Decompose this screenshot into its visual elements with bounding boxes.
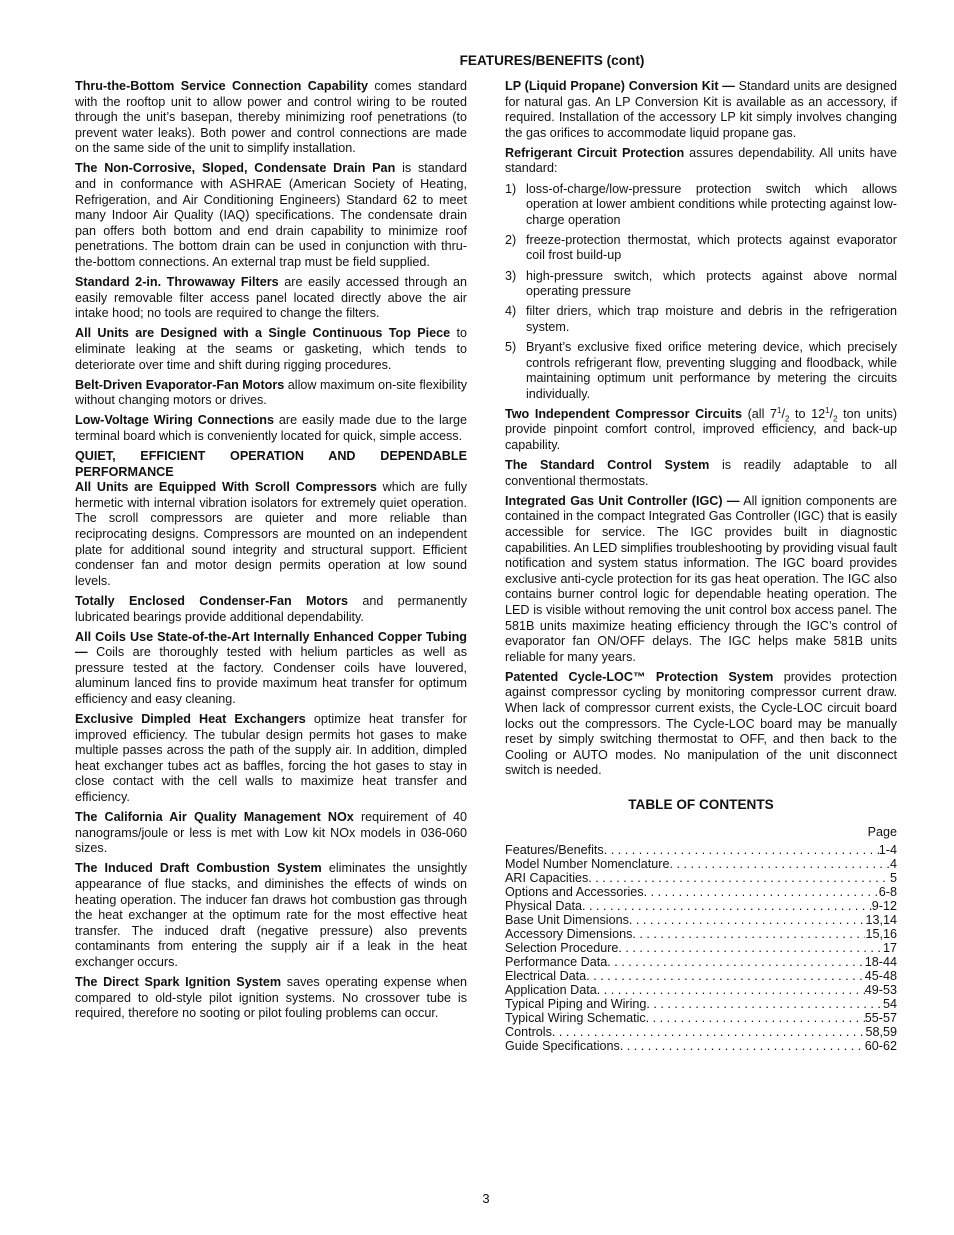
toc-leader-dots	[629, 913, 866, 927]
list-item	[505, 233, 897, 264]
paragraph-body: and permanently lubricated bearings provide additional dependability.	[75, 593, 467, 624]
right-column	[505, 79, 897, 1053]
paragraph-body: optimize heat transfer for improved efficiency. The tubular design permits hot gases to make multiple passes across the path of the supply air. In addition, dimpled heat exchanger tubes act as baffles, forcing the hot gases to stay in close contact with the cell walls to maximize heat transfer and efficiency.	[75, 712, 468, 805]
fraction-denominator: 2	[784, 414, 790, 424]
paragraph-lead: The Non-Corrosive, Sloped, Condensate Drain Pan	[75, 161, 396, 176]
toc-leader-dots	[588, 871, 890, 885]
paragraph-body: provides protection against compressor cycling by monitoring compressor current draw. When lack of compressor current exists, the Cycle-LOC circuit board locks out the compressors. The Cycle-LOC board may be manually reset by simply switching thermostat to OFF, and then back to the Cooling or AUTO modes. No manipulation of the unit disconnect switch is needed.	[505, 669, 897, 778]
toc-entry-page: 60-62	[864, 1039, 897, 1054]
list-item	[505, 304, 897, 335]
paragraph-lead: All Coils Use State-of-the-Art Internally Enhanced Copper Tubing —	[75, 629, 467, 660]
toc-page-header: Page	[867, 824, 897, 839]
toc-entry-page: 4	[889, 857, 897, 872]
paragraph-lead: Low-Voltage Wiring Connections	[75, 413, 274, 428]
paragraph-body: are easily accessed through an easily removable filter access panel located directly above the air intake hood; no tools are required to change the filters.	[75, 275, 467, 321]
toc-leader-dots	[670, 857, 890, 871]
paragraph-lead: The Standard Control System	[505, 458, 710, 473]
toc-entry-title: Controls	[505, 1025, 552, 1040]
toc-leader-dots	[582, 899, 872, 913]
paragraph-scroll-compressors	[75, 480, 467, 589]
toc-entry	[505, 983, 897, 997]
paragraph-lead: LP (Liquid Propane) Conversion Kit —	[505, 79, 735, 93]
list-text: Bryant’s exclusive fixed orifice metering device, which precisely controls refrigerant flow, preventing slugging and floodback, while maintaining optimum unit performance by metering the circuits individually.	[526, 339, 897, 401]
toc-entry-title: Performance Data	[505, 955, 608, 970]
page-number: 3	[482, 1191, 490, 1206]
paragraph-lead: Standard 2-in. Throwaway Filters	[75, 275, 279, 290]
toc-entry	[505, 885, 897, 899]
paragraph-body: are easily made due to the large terminal board which is conveniently located for quick, simple access.	[75, 413, 468, 443]
toc-entry-page: 1-4	[878, 843, 897, 858]
paragraph-condenser-fan	[75, 594, 467, 625]
toc-entry	[505, 857, 897, 871]
paragraph-lead: Belt-Driven Evaporator-Fan Motors	[75, 377, 285, 392]
toc-entry-page: 58,59	[865, 1025, 897, 1040]
paragraph-body: comes standard with the rooftop unit to allow power and control wiring to be routed through the unit’s basepan, thereby minimizing roof penetrations (to prevent water leaks). Both power and control connections are made on the same side of the unit to simplify installation.	[75, 79, 467, 156]
list-text: loss-of-charge/low-pressure protection switch which allows operation at lower ambient conditions while protecting against low-charge operation	[526, 181, 897, 227]
toc-entry-page: 45-48	[864, 969, 897, 984]
toc-leader-dots	[620, 1039, 865, 1053]
toc-leader-dots	[604, 843, 879, 857]
toc-entry-page: 15,16	[865, 927, 897, 942]
paragraph-body: to 12	[789, 406, 826, 421]
toc-entry	[505, 941, 897, 955]
list-item	[505, 340, 897, 402]
paragraph-control-system	[505, 458, 897, 489]
paragraph-refrigerant-protection	[505, 146, 897, 177]
toc-entry-title: Physical Data	[505, 899, 582, 914]
toc-entry-title: Typical Piping and Wiring	[505, 997, 647, 1012]
paragraph-lead: Refrigerant Circuit Protection	[505, 145, 685, 160]
toc-entry-page: 9-12	[871, 899, 897, 914]
fraction-denominator: 2	[833, 414, 838, 424]
paragraph-compressor-circuits: Two Independent Compressor Circuits (all $7^1/_2$ to $12^1/_2$ ton units) provide pinpoint comfort control, improved efficiency, and back-up capability.	[505, 405, 898, 452]
toc-entry	[505, 927, 897, 941]
list-item	[505, 269, 897, 300]
paragraph-lead: The Direct Spark Ignition System	[75, 975, 282, 990]
paragraph-body: allow maximum on-site flexibility without changing motors or drives.	[75, 377, 467, 408]
paragraph-lead: The California Air Quality Management NOx	[75, 810, 354, 825]
paragraph-body: which are fully hermetic with internal vibration isolators for extremely quiet operation. The scroll compressors are quieter and more reliable than reciprocating designs. Compressors are mounted on an independent plate for additional sound integrity and structural support. Efficient condenser fan and motor design permits operation at low sound levels.	[75, 480, 467, 588]
paragraph-lead: All Units are Designed with a Single Continuous Top Piece	[75, 326, 451, 341]
toc-entry	[505, 913, 897, 927]
list-number: 2)	[505, 232, 517, 247]
paragraph-spark-ignition	[75, 975, 467, 1022]
toc-entry-title: Options and Accessories	[505, 885, 644, 900]
toc-entry	[505, 997, 897, 1011]
toc-entry	[505, 1025, 897, 1039]
toc-entry-title: Accessory Dimensions	[505, 927, 633, 942]
paragraph-lead: Thru-the-Bottom Service Connection Capability	[75, 79, 368, 93]
toc-leader-dots	[646, 1011, 865, 1025]
toc-title: TABLE OF CONTENTS	[628, 796, 774, 812]
toc-entry-title: Guide Specifications	[505, 1039, 620, 1054]
paragraph-nox	[75, 810, 467, 857]
toc-entry-title: Model Number Nomenclature	[505, 857, 670, 872]
paragraph-lead: All Units are Equipped With Scroll Compressors	[75, 480, 377, 495]
paragraph-body: is readily adaptable to all conventional thermostats.	[505, 458, 897, 488]
toc-leader-dots	[597, 983, 865, 997]
toc-entry-title: Base Unit Dimensions	[505, 913, 629, 928]
paragraph-lead: Integrated Gas Unit Controller (IGC) —	[505, 493, 740, 508]
toc-leader-dots	[586, 969, 865, 983]
paragraph-drain-pan	[75, 161, 467, 270]
paragraph-thru-bottom	[75, 79, 467, 157]
paragraph-body: Standard units are designed for natural gas. An LP Conversion Kit is available as an accessory, if required. Installation of the accessory LP kit simply involves changing the gas orifices to accommodate liquid propane gas.	[505, 79, 897, 140]
paragraph-fan-motors	[75, 378, 467, 409]
toc-entry	[505, 955, 897, 969]
protection-list	[505, 182, 897, 403]
toc-entry-page: 49-53	[864, 983, 897, 998]
toc-entry-title: Features/Benefits	[505, 843, 604, 858]
list-item	[505, 182, 897, 229]
list-number: 1)	[505, 181, 517, 196]
paragraph-filters	[75, 275, 467, 322]
toc-entry-page: 17	[882, 941, 897, 956]
toc-entry-title: Selection Procedure	[505, 941, 619, 956]
paragraph-lead: Exclusive Dimpled Heat Exchangers	[75, 712, 306, 727]
section-subheading: QUIET, EFFICIENT OPERATION AND DEPENDABLE PERFORMANCE	[75, 449, 467, 479]
toc-leader-dots	[644, 885, 879, 899]
paragraph-body: saves operating expense when compared to old-style pilot ignition systems. No crossover tube is required, therefore no sooting or pilot fouling problems can occur.	[75, 975, 467, 1021]
paragraph-igc	[505, 494, 897, 666]
list-text: freeze-protection thermostat, which protects against evaporator coil frost build-up	[526, 232, 897, 263]
toc-entry-page: 18-44	[864, 955, 897, 970]
toc-entry	[505, 899, 897, 913]
paragraph-lp-kit	[505, 79, 897, 141]
toc-leader-dots	[552, 1025, 866, 1039]
paragraph-body: eliminates the unsightly appearance of flue stacks, and diminishes the effects of winds on heating operation. The inducer fan draws hot combustion gas through the heat exchanger at the optimum rate for the most effective heat transfer. The induced draft (negative pressure) also prevents contaminants from entering the supply air if a leak in the heat exchanger occurs.	[75, 861, 468, 969]
paragraph-lead: Two Independent Compressor Circuits	[505, 406, 742, 421]
toc-entry	[505, 1039, 897, 1053]
paragraph-top-piece	[75, 326, 467, 373]
paragraph-body: assures dependability. All units have standard:	[505, 145, 897, 176]
paragraph-body: Coils are thoroughly tested with helium particles as well as pressure tested at the factory. Condenser coils have louvered, aluminum lanced fins to provide maximum heat transfer for optimum efficiency and easy cleaning.	[75, 645, 467, 706]
toc-leader-dots	[632, 927, 865, 941]
paragraph-induced-draft	[75, 861, 467, 970]
toc-entry-page: 6-8	[878, 885, 897, 900]
toc-entry-title: ARI Capacities	[505, 871, 589, 886]
fraction-numerator: 1	[776, 405, 782, 415]
paragraph-heat-exchangers	[75, 712, 467, 806]
toc-entry-title: Typical Wiring Schematic	[505, 1011, 646, 1026]
toc-entry	[505, 1011, 897, 1025]
toc-entry-page: 55-57	[864, 1011, 897, 1026]
toc-entry-title: Application Data	[505, 983, 597, 998]
list-number: 3)	[505, 268, 517, 283]
toc-leader-dots	[646, 997, 883, 1011]
paragraph-body: ton units) provide pinpoint comfort control, improved efficiency, and back-up capability.	[505, 406, 898, 452]
list-text: high-pressure switch, which protects against above normal operating pressure	[526, 268, 897, 299]
toc-entry-title: Electrical Data	[505, 969, 587, 984]
fraction-numerator: 1	[825, 405, 830, 415]
toc-leader-dots	[618, 941, 883, 955]
toc-entry-page: 13,14	[865, 913, 897, 928]
toc-entry	[505, 843, 897, 857]
list-number: 5)	[505, 339, 517, 354]
toc-list	[505, 843, 897, 1053]
toc-leader-dots	[607, 955, 865, 969]
paragraph-coils	[75, 630, 467, 708]
paragraph-lead: Patented Cycle-LOC™ Protection System	[505, 669, 774, 684]
paragraph-body: All ignition components are contained in the compact Integrated Gas Controller (IGC) that is easily accessible for service. The IGC provides built in diagnostic capabilities. An LED simplifies troubleshooting by providing visual fault notification and system status information. The IGC board provides exclusive anti-cycle protection for its gas heat operation. The IGC also contains burner control logic for dependable heating operation. The LED is visible without removing the unit control box access panel. The 581B units maximize heating efficiency through the IGC’s control of evaporator fan ON/OFF delays. The IGC helps make 581B units reliable for many years.	[505, 493, 898, 664]
left-column	[75, 79, 467, 1026]
paragraph-cycle-loc	[505, 670, 897, 779]
paragraph-body: (all 7	[741, 406, 777, 421]
page-title: FEATURES/BENEFITS (cont)	[459, 53, 645, 68]
paragraph-lead: The Induced Draft Combustion System	[75, 861, 322, 876]
paragraph-body: is standard and in conformance with ASHRAE (American Society of Heating, Refrigeration, and Air Conditioning Engineers) Standard 62 to meet many Indoor Air Quality (IAQ) specifications. The condensate drain pan offers both bottom and end drain capability to minimize roof penetrations. The bottom drain can be used in conjunction with thru-the-bottom connections. An external trap must be field supplied.	[75, 161, 467, 270]
paragraph-wiring	[75, 413, 467, 444]
toc-entry-page: 54	[882, 997, 897, 1012]
toc-entry	[505, 969, 897, 983]
list-number: 4)	[505, 304, 517, 319]
list-text: filter driers, which trap moisture and debris in the refrigeration system.	[526, 304, 897, 334]
toc-entry-page: 5	[889, 871, 897, 886]
paragraph-lead: Totally Enclosed Condenser-Fan Motors	[75, 593, 348, 608]
paragraph-body: requirement of 40 nanograms/joule or less is met with Low kit NOx models in 036-060 sizes.	[75, 810, 467, 856]
paragraph-body: to eliminate leaking at the seams or gasketing, which tends to deteriorate over time and shift during rigging procedures.	[75, 326, 467, 372]
toc-entry	[505, 871, 897, 885]
